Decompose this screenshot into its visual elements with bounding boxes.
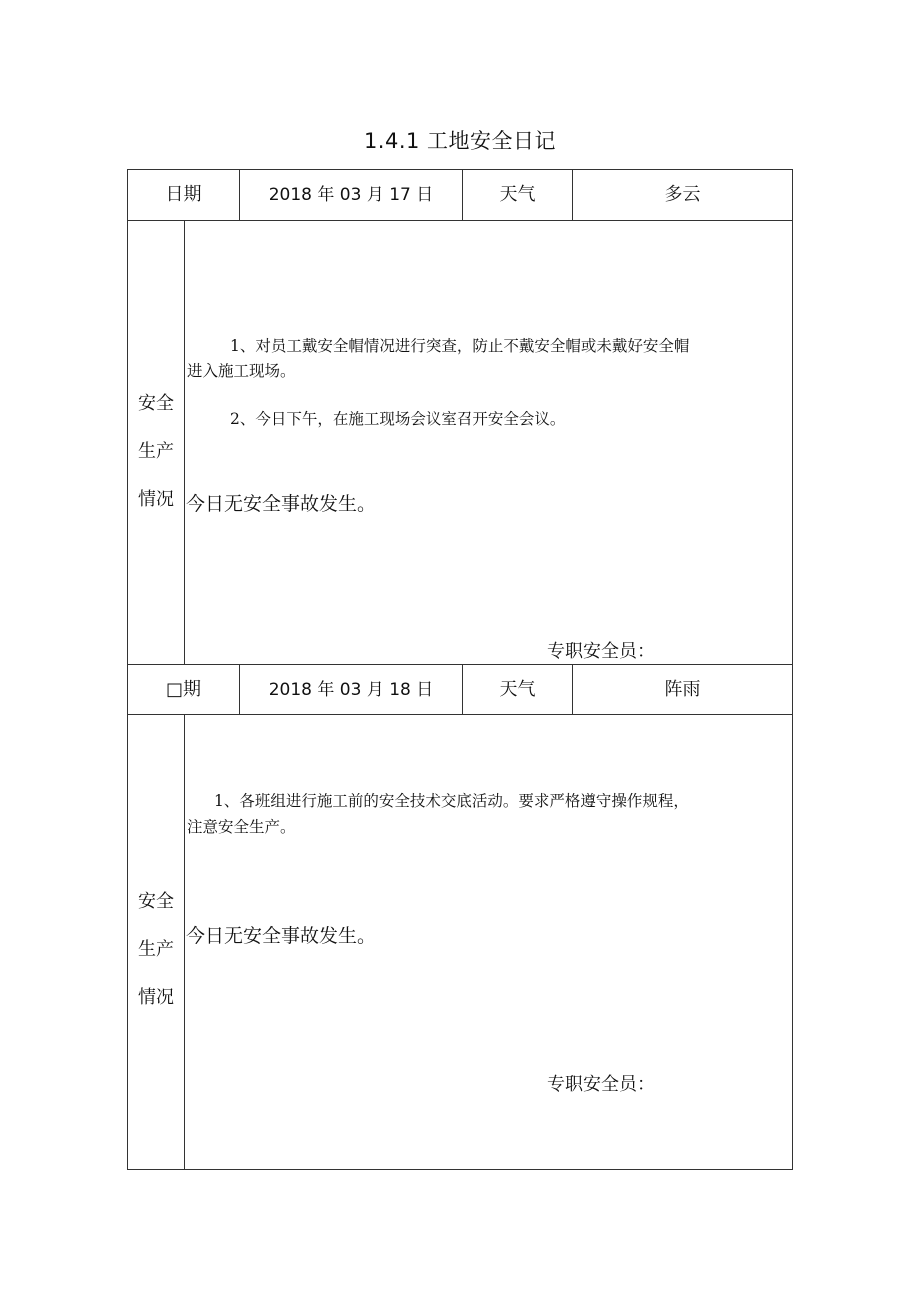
weather-label: 天气 (499, 679, 536, 700)
date-label: □期 (165, 679, 201, 700)
column-divider (184, 220, 185, 665)
date-value: 2018 年 03 月 17 日 (268, 185, 434, 205)
section-label-line: 安全 (138, 393, 174, 414)
safety-item-continued: 注意安全生产。 (187, 818, 296, 836)
safety-item-continued: 进入施工现场。 (187, 362, 296, 380)
section-label (128, 878, 184, 1022)
weather-label: 天气 (499, 184, 536, 205)
section-label-line: 生产 (138, 939, 174, 960)
safety-summary: 今日无安全事故发生。 (186, 493, 377, 515)
safety-item: 2、今日下午，在施工现场会议室召开安全会议。 (230, 410, 566, 428)
section-label (128, 380, 184, 524)
safety-officer-label: 专职安全员： (547, 1074, 655, 1095)
safety-item: 1、对员工戴安全帽情况进行突查，防止不戴安全帽或未戴好安全帽 (230, 337, 690, 355)
date-label: 日期 (165, 184, 202, 205)
table-border-bottom (127, 1169, 793, 1170)
safety-item: 1、各班组进行施工前的安全技术交底活动。要求严格遵守操作规程， (214, 792, 689, 810)
section-label-line: 安全 (138, 891, 174, 912)
section-label-line: 情况 (138, 987, 174, 1008)
table-border-right (792, 169, 793, 1170)
row-divider (127, 220, 793, 221)
section-label-line: 情况 (138, 489, 174, 510)
date-value: 2018 年 03 月 18 日 (268, 680, 434, 700)
weather-value: 阵雨 (664, 679, 701, 700)
column-divider (184, 714, 185, 1170)
safety-summary: 今日无安全事故发生。 (186, 925, 377, 947)
safety-officer-label: 专职安全员： (547, 641, 655, 662)
page-title: 1.4.1 工地安全日记 (363, 129, 557, 153)
section-label-line: 生产 (138, 441, 174, 462)
weather-value: 多云 (664, 184, 701, 205)
